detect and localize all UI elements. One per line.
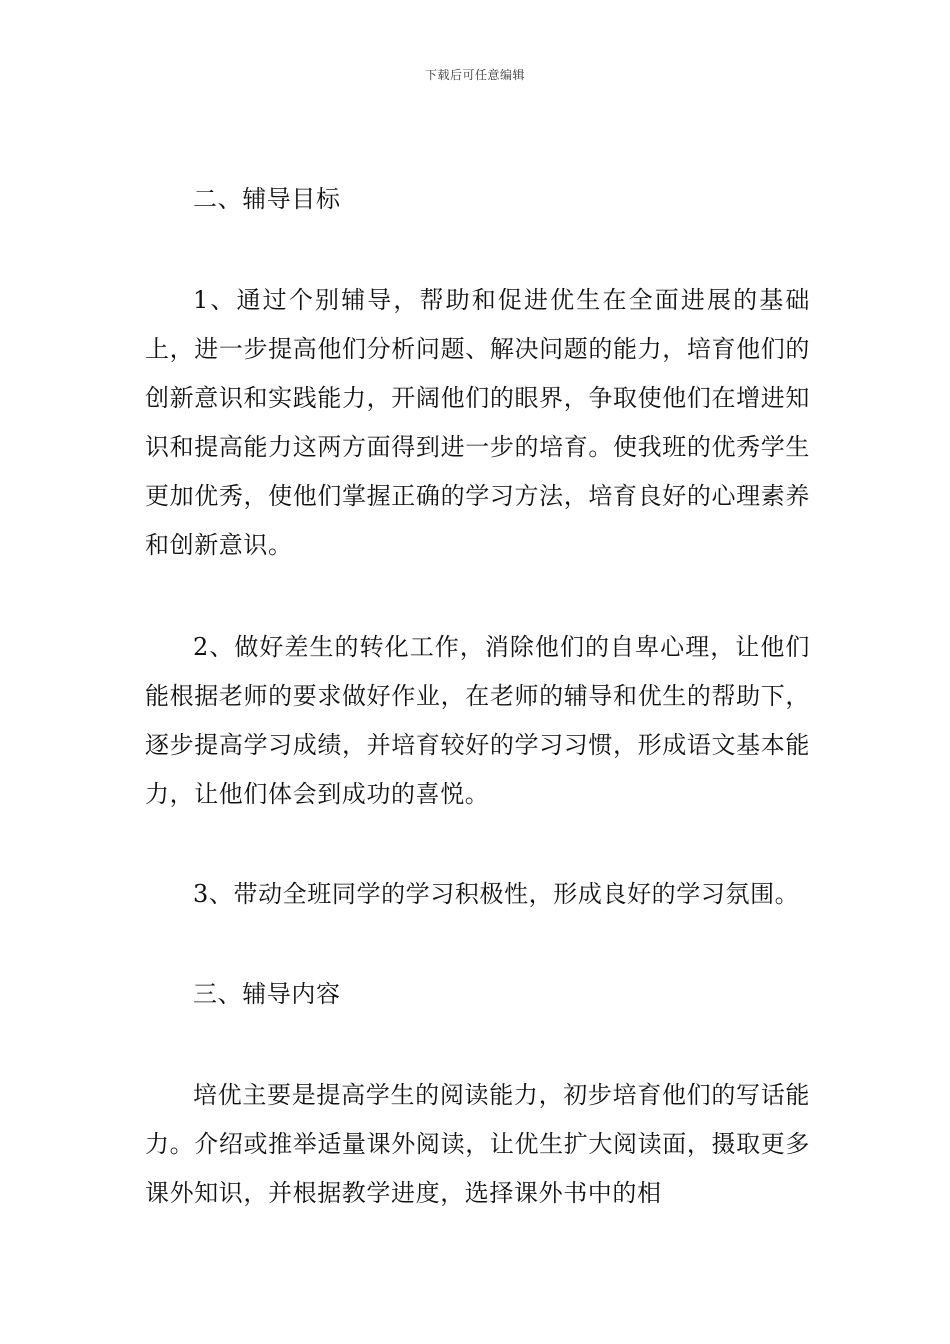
- paragraph-goal-3: 3、带动全班同学的学习积极性，形成良好的学习氛围。: [193, 880, 800, 908]
- section-heading-content: 三、辅导内容: [193, 980, 341, 1008]
- paragraph-goal-2: 2、做好差生的转化工作，消除他们的自卑心理，让他们能根据老师的要求做好作业，在老师的辅导和优生的帮助下，逐步提高学习成绩，并培育较好的学习习惯，形成语文基本能力，让他们体会到成功的喜悦。: [145, 633, 810, 808]
- page-header-note: 下载后可任意编辑: [424, 68, 525, 82]
- paragraph-goal-1: 1、通过个别辅导，帮助和促进优生在全面进展的基础上，进一步提高他们分析问题、解决问题的能力，培育他们的创新意识和实践能力，开阔他们的眼界，争取使他们在增进知识和提高能力这两方面得到进一步的培育。使我班的优秀学生更加优秀，使他们掌握正确的学习方法，培育良好的心理素养和创新意识。: [145, 286, 810, 559]
- paragraph-content-1: 培优主要是提高学生的阅读能力，初步培育他们的写话能力。介绍或推举适量课外阅读，让优生扩大阅读面，摄取更多课外知识，并根据教学进度，选择课外书中的相: [145, 1081, 810, 1207]
- section-heading-goals: 二、辅导目标: [193, 185, 341, 213]
